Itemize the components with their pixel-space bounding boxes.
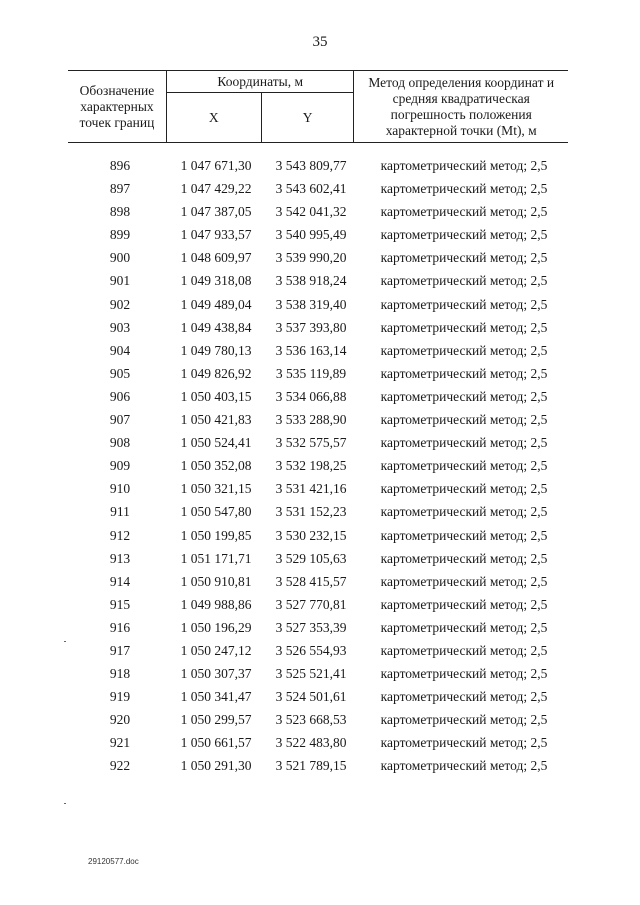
coord-y: 3 527 770,81 [275, 596, 347, 612]
table-header [68, 70, 568, 143]
table-row [0, 502, 640, 525]
table-row [0, 202, 640, 225]
method: картометрический метод; 2,5 [380, 642, 548, 658]
coord-y: 3 533 288,90 [275, 412, 347, 428]
coord-x: 1 050 524,41 [180, 435, 252, 451]
point-id: 910 [109, 481, 131, 497]
coord-x: 1 050 307,37 [180, 666, 252, 682]
document-filename: 29120577.doc [88, 857, 139, 866]
coord-x: 1 048 609,97 [180, 250, 252, 266]
coord-x: 1 050 199,85 [180, 527, 252, 543]
header-designation: Обозначение характерных точек границ [68, 71, 166, 143]
table-row [0, 295, 640, 318]
method: картометрический метод; 2,5 [380, 319, 548, 335]
method: картометрический метод; 2,5 [380, 365, 548, 381]
coord-x: 1 050 341,47 [180, 689, 252, 705]
table-row [0, 318, 640, 341]
table-row [0, 733, 640, 756]
method: картометрический метод; 2,5 [380, 273, 548, 289]
header-y: Y [261, 93, 354, 143]
header-method: Метод определения координат и средняя квадратическая погрешность положения характерной точки (Mt), м [354, 71, 568, 143]
coord-y: 3 526 554,93 [275, 642, 347, 658]
coord-y: 3 538 918,24 [275, 273, 347, 289]
method: картометрический метод; 2,5 [380, 504, 548, 520]
table-row [0, 225, 640, 248]
table-row [0, 271, 640, 294]
method: картометрический метод; 2,5 [380, 758, 548, 774]
point-id: 906 [109, 388, 131, 404]
coord-y: 3 532 198,25 [275, 458, 347, 474]
method: картометрический метод; 2,5 [380, 550, 548, 566]
coordinates-table-body [0, 156, 640, 780]
coord-y: 3 536 163,14 [275, 342, 347, 358]
coord-x: 1 047 933,57 [180, 227, 252, 243]
point-id: 916 [109, 619, 131, 635]
method: картометрический метод; 2,5 [380, 666, 548, 682]
coord-y: 3 525 521,41 [275, 666, 347, 682]
coord-y: 3 532 575,57 [275, 435, 347, 451]
point-id: 912 [109, 527, 131, 543]
method: картометрический метод; 2,5 [380, 296, 548, 312]
point-id: 909 [109, 458, 131, 474]
coord-y: 3 543 809,77 [275, 158, 347, 173]
coord-x: 1 049 780,13 [180, 342, 252, 358]
table-row [0, 179, 640, 202]
method: картометрический метод; 2,5 [380, 527, 548, 543]
coord-x: 1 049 988,86 [180, 596, 252, 612]
coord-y: 3 531 421,16 [275, 481, 347, 497]
coord-y: 3 529 105,63 [275, 550, 347, 566]
table-row [0, 479, 640, 502]
point-id: 915 [109, 596, 131, 612]
coord-x: 1 051 171,71 [180, 550, 252, 566]
table-row [0, 664, 640, 687]
point-id: 903 [109, 319, 131, 335]
coord-x: 1 050 547,80 [180, 504, 252, 520]
point-id: 897 [109, 181, 131, 197]
point-id: 921 [109, 735, 131, 751]
coord-y: 3 523 668,53 [275, 712, 347, 728]
coord-x: 1 050 421,83 [180, 412, 252, 428]
coord-x: 1 047 429,22 [180, 181, 252, 197]
point-id: 902 [109, 296, 131, 312]
method: картометрический метод; 2,5 [380, 250, 548, 266]
coord-x: 1 050 352,08 [180, 458, 252, 474]
coord-y: 3 527 353,39 [275, 619, 347, 635]
method: картометрический метод; 2,5 [380, 573, 548, 589]
coord-y: 3 534 066,88 [275, 388, 347, 404]
point-id: 920 [109, 712, 131, 728]
table-row [0, 595, 640, 618]
point-id: 913 [109, 550, 131, 566]
coord-x: 1 050 321,15 [180, 481, 252, 497]
scan-speck [64, 803, 66, 804]
coord-y: 3 538 319,40 [275, 296, 347, 312]
method: картометрический метод; 2,5 [380, 342, 548, 358]
table-row [0, 387, 640, 410]
coord-x: 1 050 196,29 [180, 619, 252, 635]
coord-y: 3 539 990,20 [275, 250, 347, 266]
table-row [0, 156, 640, 179]
point-id: 900 [109, 250, 131, 266]
header-x: X [166, 93, 261, 143]
point-id: 911 [110, 504, 130, 520]
point-id: 914 [109, 573, 131, 589]
table-row [0, 756, 640, 779]
coord-x: 1 050 299,57 [180, 712, 252, 728]
point-id: 917 [109, 642, 131, 658]
coord-x: 1 050 403,15 [180, 388, 252, 404]
method: картометрический метод; 2,5 [380, 204, 548, 220]
method: картометрический метод; 2,5 [380, 227, 548, 243]
method: картометрический метод; 2,5 [380, 388, 548, 404]
coord-x: 1 050 910,81 [180, 573, 252, 589]
header-coordinates: Координаты, м [166, 71, 354, 93]
coord-y: 3 543 602,41 [275, 181, 347, 197]
table-row [0, 710, 640, 733]
coord-y: 3 542 041,32 [275, 204, 347, 220]
coord-y: 3 531 152,23 [275, 504, 347, 520]
table-row [0, 456, 640, 479]
table-row [0, 364, 640, 387]
method: картометрический метод; 2,5 [380, 596, 548, 612]
method: картометрический метод; 2,5 [380, 689, 548, 705]
method: картометрический метод; 2,5 [380, 458, 548, 474]
coord-y: 3 521 789,15 [275, 758, 347, 774]
table-row [0, 572, 640, 595]
method: картометрический метод; 2,5 [380, 735, 548, 751]
coord-x: 1 047 387,05 [180, 204, 252, 220]
coord-y: 3 530 232,15 [275, 527, 347, 543]
method: картометрический метод; 2,5 [380, 619, 548, 635]
coord-y: 3 540 995,49 [275, 227, 347, 243]
coord-y: 3 524 501,61 [275, 689, 347, 705]
page-number: 35 [312, 34, 328, 50]
point-id: 899 [109, 227, 131, 243]
coord-x: 1 050 291,30 [180, 758, 252, 774]
scan-speck [64, 641, 66, 642]
coord-x: 1 049 318,08 [180, 273, 252, 289]
point-id: 919 [109, 689, 131, 705]
table-row [0, 687, 640, 710]
coord-y: 3 528 415,57 [275, 573, 347, 589]
coord-x: 1 050 661,57 [180, 735, 252, 751]
point-id: 918 [109, 666, 131, 682]
method: картометрический метод; 2,5 [380, 712, 548, 728]
coord-x: 1 050 247,12 [180, 642, 252, 658]
point-id: 896 [109, 158, 131, 173]
table-row [0, 433, 640, 456]
table-row [0, 341, 640, 364]
coord-y: 3 535 119,89 [275, 365, 347, 381]
point-id: 907 [109, 412, 131, 428]
coord-x: 1 049 438,84 [180, 319, 252, 335]
point-id: 908 [109, 435, 131, 451]
method: картометрический метод; 2,5 [380, 412, 548, 428]
coord-y: 3 522 483,80 [275, 735, 347, 751]
point-id: 901 [109, 273, 131, 289]
table-row [0, 549, 640, 572]
coord-x: 1 047 671,30 [180, 158, 252, 173]
method: картометрический метод; 2,5 [380, 181, 548, 197]
table-row [0, 641, 640, 664]
coord-x: 1 049 489,04 [180, 296, 252, 312]
coord-x: 1 049 826,92 [180, 365, 252, 381]
method: картометрический метод; 2,5 [380, 158, 548, 173]
point-id: 904 [109, 342, 131, 358]
method: картометрический метод; 2,5 [380, 481, 548, 497]
table-row [0, 618, 640, 641]
table-row [0, 248, 640, 271]
method: картометрический метод; 2,5 [380, 435, 548, 451]
coord-y: 3 537 393,80 [275, 319, 347, 335]
point-id: 922 [109, 758, 131, 774]
point-id: 905 [109, 365, 131, 381]
table-row [0, 526, 640, 549]
point-id: 898 [109, 204, 131, 220]
table-row [0, 410, 640, 433]
